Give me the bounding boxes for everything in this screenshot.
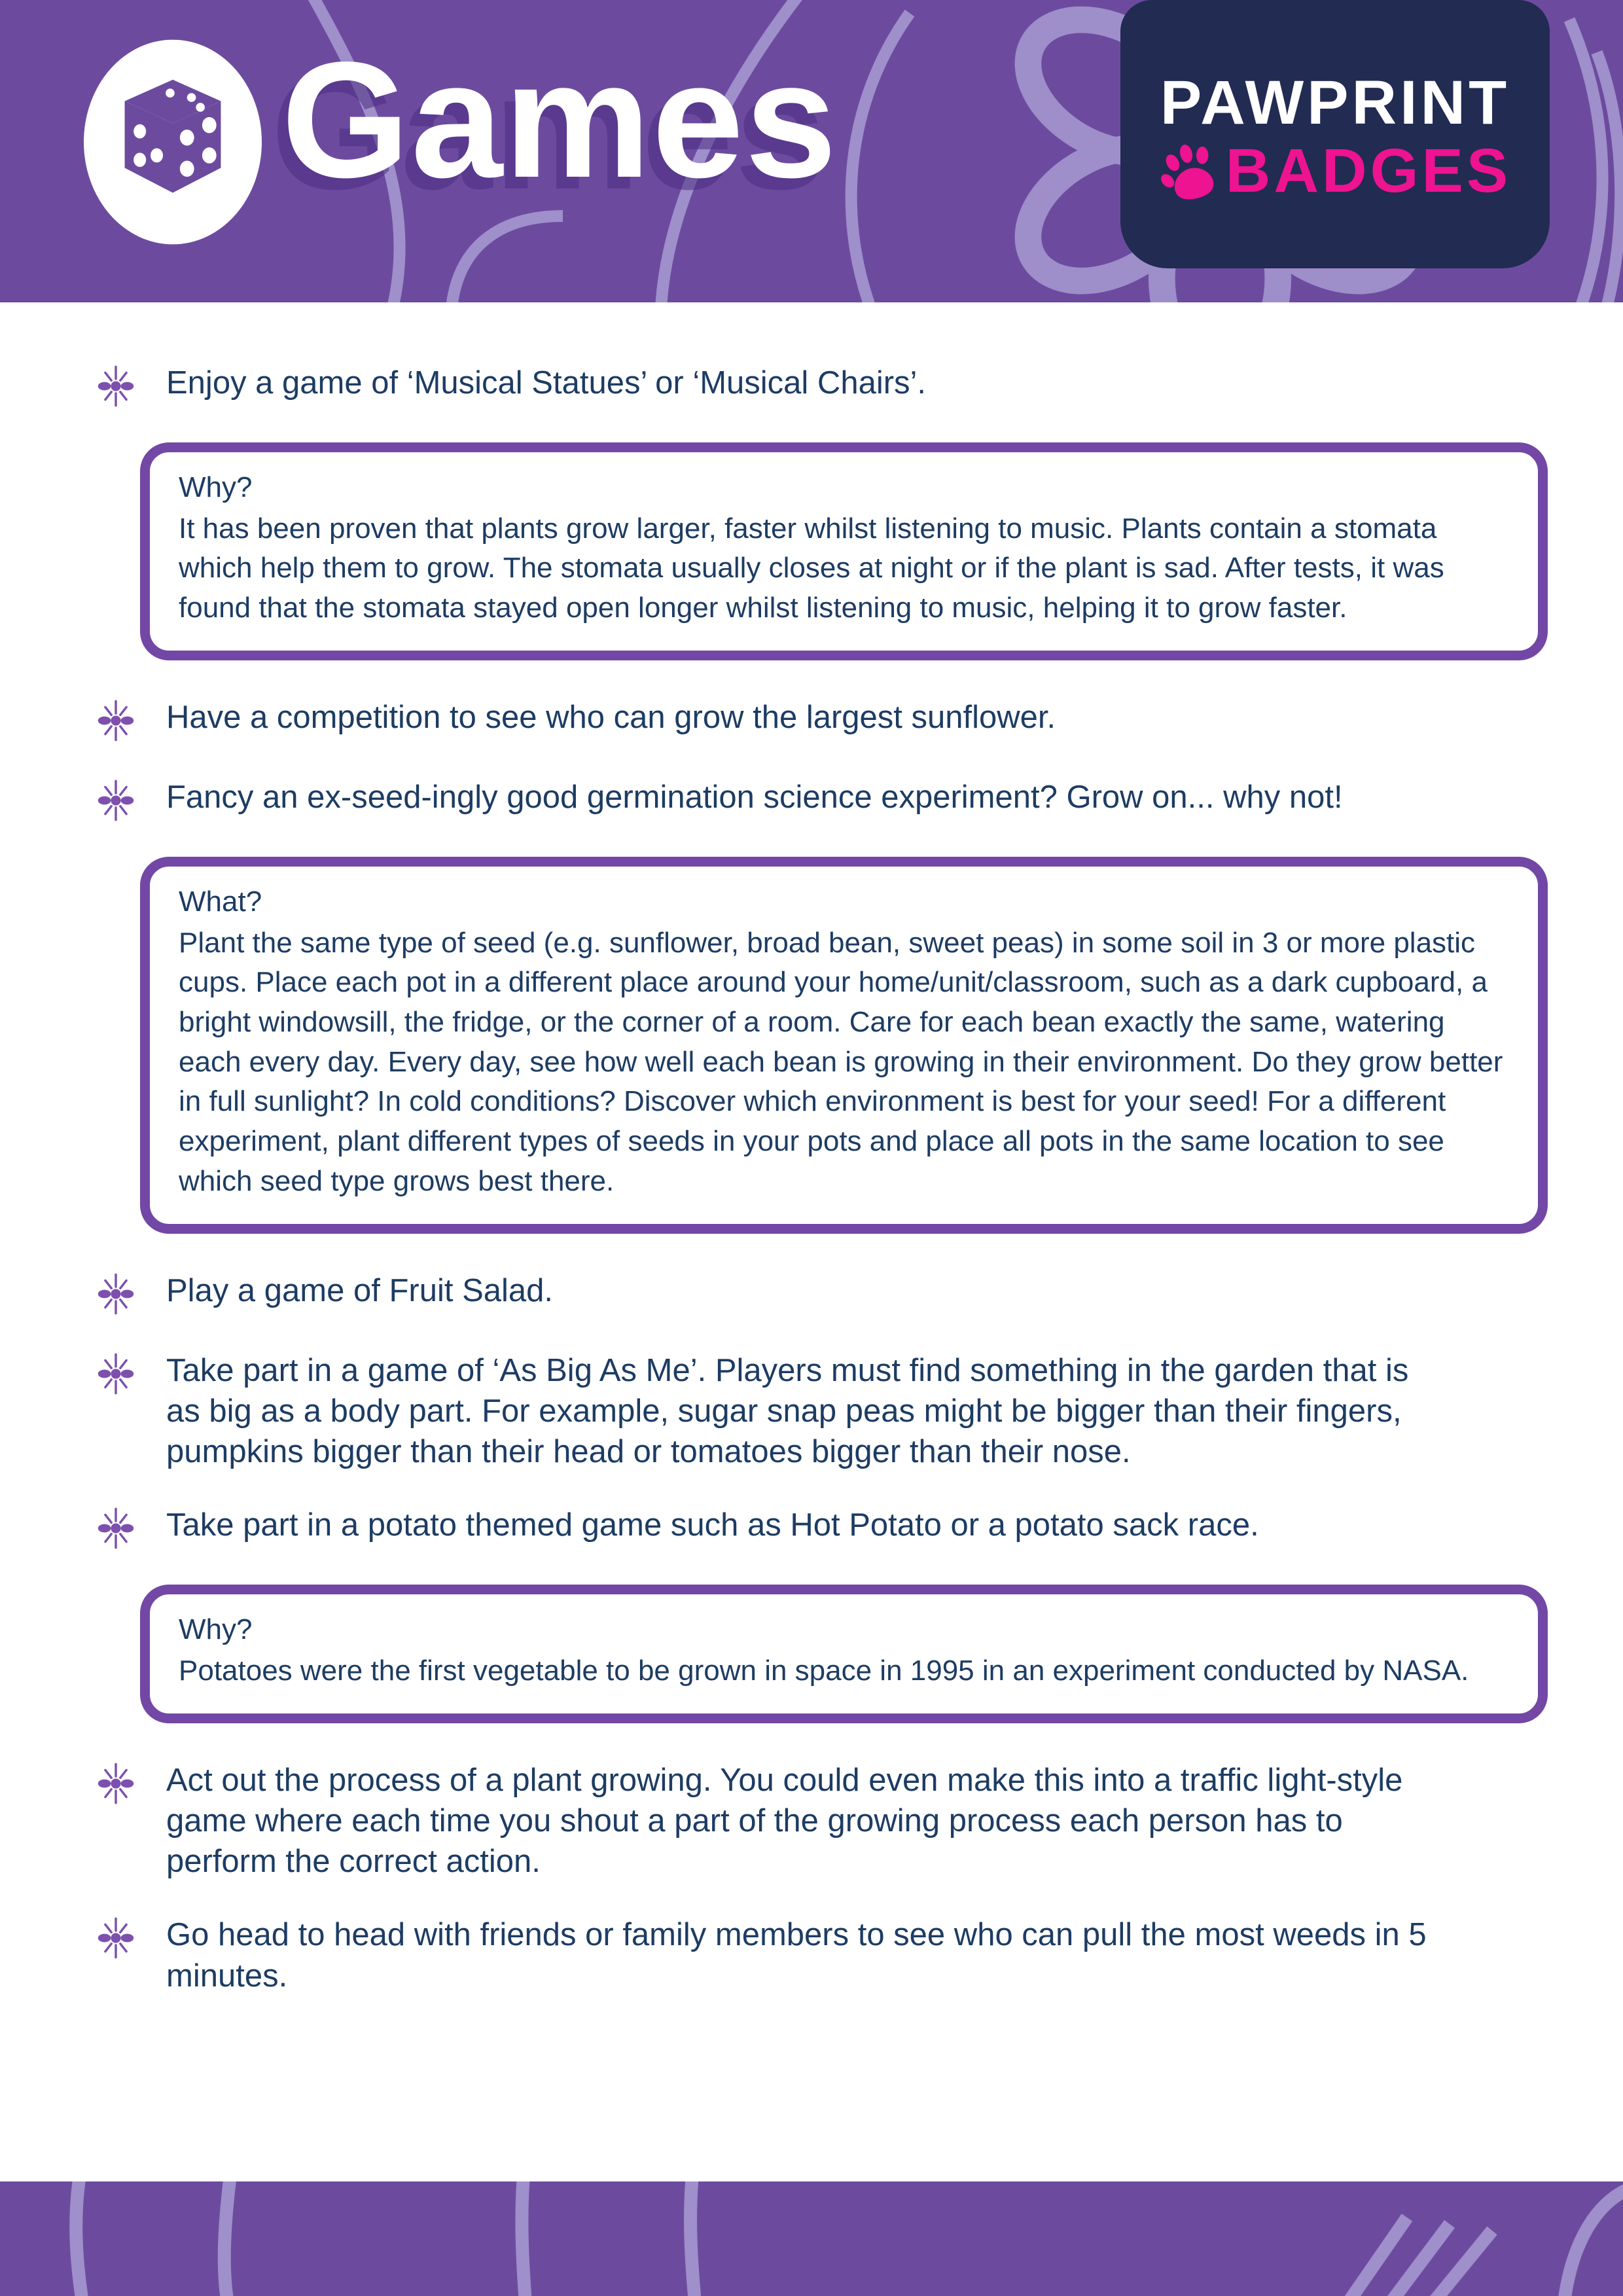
- flower-asterisk-icon: [97, 1270, 135, 1318]
- bullet-text: Have a competition to see who can grow the largest sunflower.: [166, 699, 1056, 735]
- footer-banner: [0, 2181, 1623, 2296]
- bullet-text: Play a game of Fruit Salad.: [166, 1272, 554, 1308]
- list-item: [97, 1760, 1548, 1882]
- dice-icon: [84, 38, 262, 246]
- callout-body: It has been proven that plants grow larger, faster whilst listening to music. Plants contain a stomata which help them to grow. The stomata usually closes at night or if the plant is sad. After tests, it was found that the stomata stayed open longer whilst listening to music, helping it to grow faster.: [179, 512, 1444, 624]
- flower-asterisk-icon: [97, 777, 135, 824]
- callout-title: What?: [179, 885, 262, 918]
- list-item: [97, 1914, 1548, 1996]
- paw-icon: [1152, 130, 1232, 212]
- flower-asterisk-icon: [97, 1505, 135, 1552]
- callout-why-music: [140, 442, 1548, 660]
- content-area: [0, 302, 1623, 2029]
- list-item: [97, 697, 1548, 744]
- logo-pawprint-text: PAWPRINT: [1160, 68, 1510, 138]
- flower-asterisk-icon: [97, 363, 135, 410]
- bullet-text: Take part in a potato themed game such as Hot Potato or a potato sack race.: [166, 1507, 1259, 1543]
- callout-why-potato: [140, 1585, 1548, 1723]
- bullet-text: Act out the process of a plant growing. You could even make this into a traffic light-style game where each time you shout a part of the growing process each person has to perform the correct action.: [166, 1762, 1403, 1880]
- footer-flower-decoration: [0, 2181, 1623, 2296]
- callout-body: Plant the same type of seed (e.g. sunflower, broad bean, sweet peas) in some soil in 3 or more plastic cups. Place each pot in a different place around your home/unit/classroom, such as a dark cupboard, a bright windowsill, the fridge, or the corner of a room. Care for each bean exactly the same, watering each every day. Every day, see how well each bean is growing in their environment. Do they grow better in full sunlight? In cold conditions? Discover which environment is best for your seed! For a different experiment, plant different types of seeds in your pots and place all pots in the same location to see which seed type grows best there.: [179, 926, 1503, 1197]
- bullet-text: Fancy an ex-seed-ingly good germination science experiment? Grow on... why not!: [166, 779, 1343, 815]
- callout-title: Why?: [179, 471, 253, 503]
- bullet-text: Enjoy a game of ‘Musical Statues’ or ‘Musical Chairs’.: [166, 365, 927, 401]
- list-item: [97, 777, 1548, 824]
- list-item: [97, 1350, 1548, 1473]
- list-item: [97, 1270, 1548, 1318]
- flower-asterisk-icon: [97, 1760, 135, 1807]
- list-item: [97, 363, 1548, 410]
- list-item: [97, 1505, 1548, 1552]
- flower-asterisk-icon: [97, 697, 135, 744]
- logo-badges-text: BADGES: [1225, 136, 1512, 206]
- page-title: Games: [281, 28, 838, 212]
- bullet-text: Take part in a game of ‘As Big As Me’. Players must find something in the garden that is as big as a body part. For example, sugar snap peas might be bigger than their fingers, pumpkins bigger than their head or tomatoes bigger than their nose.: [166, 1352, 1409, 1470]
- callout-title: Why?: [179, 1613, 253, 1646]
- callout-body: Potatoes were the first vegetable to be grown in space in 1995 in an experiment conducted by NASA.: [179, 1655, 1469, 1687]
- logo-badges-row: [1159, 137, 1511, 206]
- callout-what-experiment: [140, 857, 1548, 1234]
- flower-asterisk-icon: [97, 1350, 135, 1397]
- pawprint-badges-logo: [1120, 0, 1550, 268]
- bullet-text: Go head to head with friends or family members to see who can pull the most weeds in 5 minutes.: [166, 1917, 1427, 1994]
- header-banner: [0, 0, 1623, 302]
- flower-asterisk-icon: [97, 1914, 135, 1962]
